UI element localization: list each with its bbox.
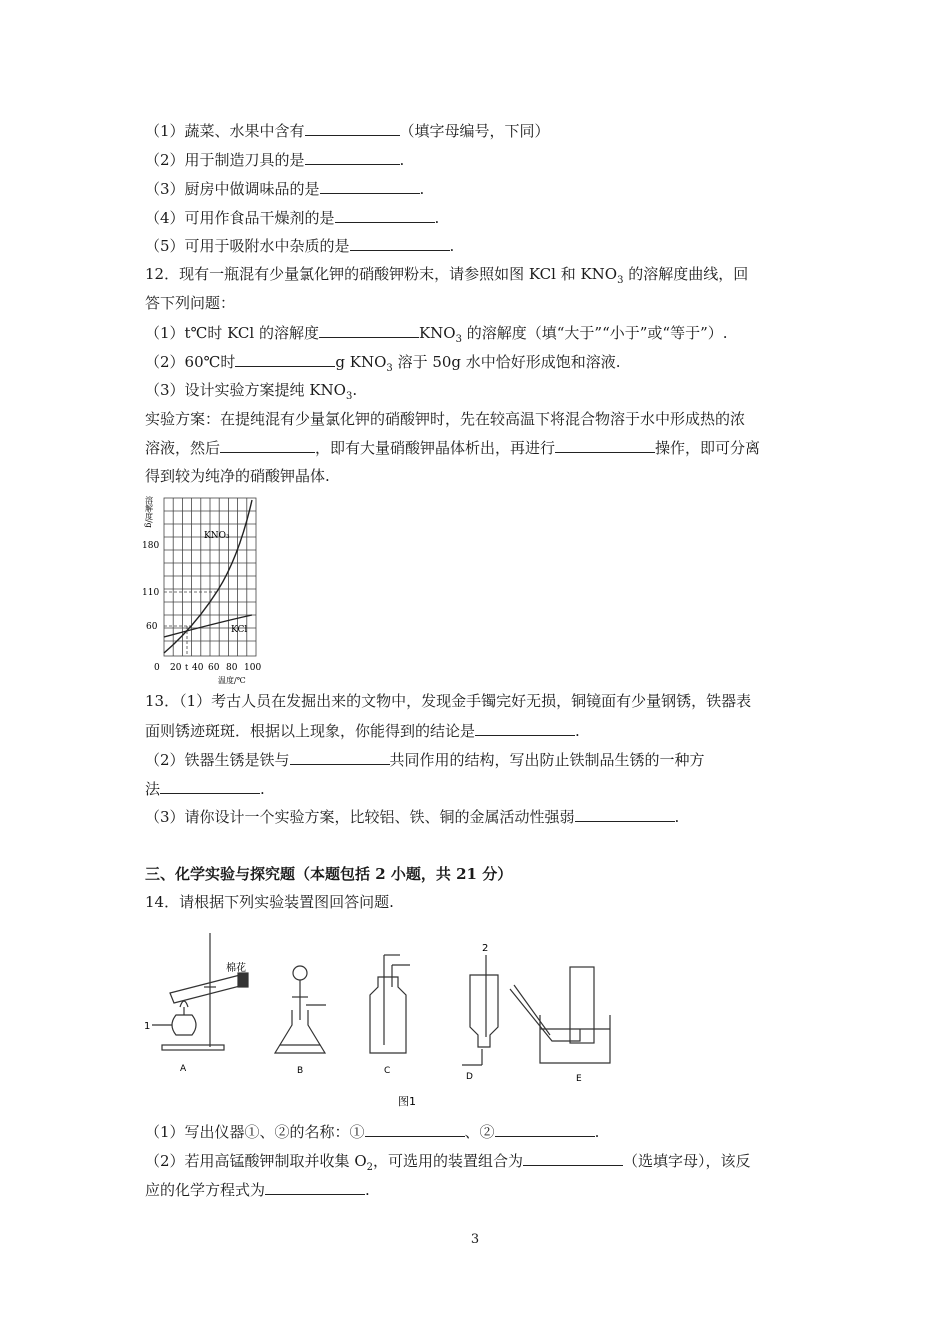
kno3-label: KNO₃	[204, 531, 230, 541]
marker-2: 2	[482, 943, 489, 954]
apparatus-a	[152, 933, 248, 1050]
x-tick-20: 20	[170, 663, 182, 673]
subscript: 3	[455, 334, 462, 345]
q14-stem-text: 14．请根据下列实验装置图回答问题.	[145, 893, 394, 911]
q13-text-1: 13．（1）考古人员在发掘出来的文物中，发现金手镯完好无损，铜镜面有少量钢锈，铁器表	[145, 692, 752, 710]
q12-plan-text: 实验方案：在提纯混有少量氯化钾的硝酸钾时，先在较高温下将混合物溶于水中形成热的浓	[145, 410, 746, 428]
x-tick-80: 80	[226, 663, 238, 673]
q12-part-3-text: （3）设计实验方案提纯 KNO	[145, 381, 346, 399]
answer-blank[interactable]	[320, 178, 420, 194]
q11-item-2-text: （2）用于制造刀具的是	[145, 151, 305, 169]
q12-part-1-text-b: KNO	[418, 324, 456, 342]
q14-part-2-text: （2）若用高锰酸钾制取并收集 O	[145, 1152, 367, 1170]
apparatus-e	[510, 967, 610, 1063]
q12-part-2	[145, 351, 621, 372]
apparatus-d	[462, 955, 498, 1065]
q11-item-4-text: （4）可用作食品干燥剂的是	[145, 209, 335, 227]
q11-item-2	[145, 149, 404, 170]
q13-line1	[145, 691, 751, 711]
answer-blank[interactable]	[495, 1121, 595, 1137]
x-tick-100: 100	[244, 663, 262, 673]
label-c: C	[384, 1066, 391, 1076]
answer-blank[interactable]	[305, 149, 400, 165]
period: .	[365, 1181, 370, 1199]
q11-item-3	[145, 178, 424, 199]
q14-part-2	[145, 1150, 751, 1171]
q14-part-2-text-c: （选填字母），该反	[623, 1152, 751, 1170]
x-axis-label: 温度/℃	[218, 676, 246, 685]
q12-stem	[145, 264, 748, 284]
q11-item-3-text: （3）厨房中做调味品的是	[145, 180, 320, 198]
answer-blank[interactable]	[335, 207, 435, 223]
x-tick-60: 60	[208, 663, 220, 673]
label-a: A	[180, 1064, 187, 1074]
period: .	[352, 381, 358, 399]
y-tick-180: 180	[142, 541, 160, 551]
solubility-graph	[140, 490, 270, 688]
answer-blank[interactable]	[220, 437, 315, 453]
q11-item-1-note: （填字母编号，下同）	[399, 122, 550, 140]
period: .	[674, 808, 680, 826]
q13-line3	[145, 749, 705, 770]
q13-line2	[145, 720, 580, 741]
subscript: 2	[366, 1162, 373, 1173]
section-3-title-text: 三、化学实验与探究题（本题包括 2 小题，共 21 分）	[145, 865, 513, 883]
q13-text-3a: （2）铁器生锈是铁与	[145, 751, 290, 769]
period: .	[399, 151, 405, 169]
y-tick-110: 110	[142, 588, 160, 598]
q14-part-3	[145, 1179, 370, 1200]
q11-item-5-text: （5）可用于吸附水中杂质的是	[145, 237, 350, 255]
q12-plan-line1	[145, 409, 745, 429]
page-number: 3	[470, 1232, 480, 1247]
answer-blank[interactable]	[235, 351, 335, 367]
x-tick-40: 40	[192, 663, 204, 673]
q14-part-1-text-b: 、②	[464, 1123, 495, 1141]
q12-part-1	[145, 322, 728, 343]
label-b: B	[297, 1066, 304, 1076]
period: .	[260, 780, 265, 798]
q14-part-3-text: 应的化学方程式为	[145, 1181, 266, 1199]
y-tick-0: 0	[154, 663, 160, 673]
answer-blank[interactable]	[305, 120, 400, 136]
cotton-label: 棉花	[226, 963, 246, 974]
answer-blank[interactable]	[475, 720, 575, 736]
q13-text-5: （3）请你设计一个实验方案，比较铝、铁、铜的金属活动性强弱	[145, 808, 575, 826]
answer-blank[interactable]	[290, 749, 390, 765]
q11-item-1	[145, 120, 550, 141]
period: .	[594, 1123, 600, 1141]
q12-plan-text-3: 得到较为纯净的硝酸钾晶体.	[145, 467, 330, 485]
q11-item-4	[145, 207, 439, 228]
marker-1: 1	[144, 1021, 151, 1032]
y-tick-60: 60	[146, 622, 158, 632]
subscript: 3	[345, 391, 353, 402]
subscript: 3	[386, 363, 393, 374]
q13-text-2: 面则锈迹斑斑．根据以上现象，你能得到的结论是	[145, 722, 476, 740]
q14-part-2-text-b: ，可选用的装置组合为	[373, 1152, 524, 1170]
section-3-title	[145, 864, 512, 884]
answer-blank[interactable]	[319, 322, 419, 338]
q13-text-4: 法	[145, 780, 161, 798]
q11-item-5	[145, 235, 454, 256]
q12-part-1-text-c: 的溶解度（填“大于”“小于”或“等于”）.	[461, 324, 728, 342]
answer-blank[interactable]	[265, 1179, 365, 1195]
q14-stem	[145, 892, 394, 912]
subscript: 3	[617, 275, 624, 286]
figure-caption: 图1	[398, 1095, 416, 1108]
q12-plan-text-a: 溶液，然后	[145, 439, 221, 457]
kcl-label: KCl	[231, 625, 248, 635]
q11-item-1-text: （1）蔬菜、水果中含有	[145, 122, 305, 140]
period: .	[575, 722, 580, 740]
q12-stem-line2	[145, 293, 235, 313]
label-d: D	[466, 1072, 473, 1082]
q12-part-3	[145, 380, 357, 400]
q14-part-1	[145, 1121, 599, 1142]
period: .	[449, 237, 455, 255]
apparatus-figure	[140, 925, 660, 1110]
q12-part-1-text: （1）t℃时 KCl 的溶解度	[145, 324, 319, 342]
q13-line5	[145, 806, 679, 827]
q12-plan-text-b: ，即有大量硝酸钾晶体析出，再进行	[315, 439, 556, 457]
q12-plan-text-c: 操作，即可分离	[655, 439, 761, 457]
label-e: E	[576, 1074, 582, 1084]
q12-stem-line2-text: 答下列问题：	[145, 294, 236, 312]
answer-blank[interactable]	[350, 235, 450, 251]
q12-part-2-text-b: g KNO	[335, 353, 387, 371]
q13-line4	[145, 778, 265, 799]
answer-blank[interactable]	[523, 1150, 623, 1166]
period: .	[434, 209, 440, 227]
answer-blank[interactable]	[365, 1121, 465, 1137]
q12-part-2-text-c: 溶于 50g 水中恰好形成饱和溶液.	[392, 353, 621, 371]
q13-text-3b: 共同作用的结构，写出防止铁制品生锈的一种方	[389, 751, 705, 769]
x-tick-t: t	[185, 663, 189, 672]
q12-part-2-text: （2）60℃时	[145, 353, 236, 371]
q12-stem-text-2: 的溶解度曲线，回	[623, 265, 749, 283]
apparatus-c	[370, 955, 410, 1053]
answer-blank[interactable]	[160, 778, 260, 794]
period: .	[419, 180, 425, 198]
answer-blank[interactable]	[575, 806, 675, 822]
q14-part-1-text: （1）写出仪器①、②的名称：①	[145, 1123, 365, 1141]
answer-blank[interactable]	[555, 437, 655, 453]
q12-plan-line2	[145, 437, 760, 458]
apparatus-b	[275, 966, 326, 1053]
q12-plan-line3	[145, 466, 330, 486]
q12-stem-text: 12．现有一瓶混有少量氯化钾的硝酸钾粉末，请参照如图 KCl 和 KNO	[145, 265, 618, 283]
y-axis-label: 溶解度/g	[144, 496, 154, 528]
